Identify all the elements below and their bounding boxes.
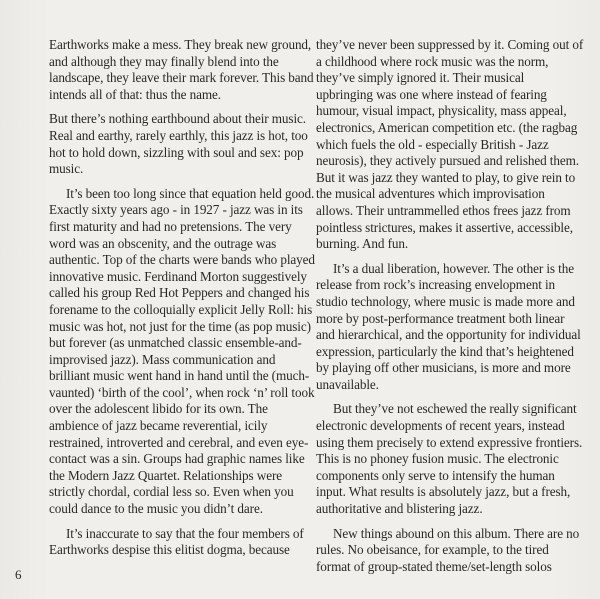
paragraph: New things abound on this album. There are no rules. No obeisance, for example, to the tired format of group-stated theme/set-length solos — [316, 525, 580, 574]
right-column — [316, 37, 584, 583]
left-column — [49, 37, 317, 567]
paragraph: Earthworks make a mess. They break new ground, and although they may finally blend into the landscape, they leave their mark forever. This band intends all of that: thus the name. — [49, 37, 314, 102]
paragraph: It’s inaccurate to say that the four members of Earthworks despise this elitist dogma, because — [49, 525, 304, 558]
paragraph: But there’s nothing earthbound about their music. Real and earthy, rarely earthly, this jazz is hot, too hot to hold down, sizzling with soul and sex: pop music. — [49, 111, 308, 177]
page-number: 6 — [15, 567, 22, 582]
paragraph: But they’ve not eschewed the really significant electronic developments of recent years, instead using them precisely to extend expressive frontiers. This is no phoney fusion music. The electronic components only serve to intensify the human input. What results is absolutely jazz, but a fresh, authoritative and blistering jazz. — [316, 401, 583, 517]
paragraph: they’ve never been suppressed by it. Coming out of a childhood where rock music was the norm, they’ve simply ignored it. Their musical upbringing was one where instead of fearing humour, visual impact, physicality, mass appeal, electronics, American competition etc. (the ragbag which fuels the old - especially British - Jazz neurosis), they actively pursued and relished them. But it was jazz they wanted to play, to give rein to the musical adventures which improvisation allows. Their untrammelled ethos frees jazz from pointless strictures, makes it assertive, accessible, burning. And fun. — [316, 37, 584, 252]
paragraph: It’s been too long since that equation held good. Exactly sixty years ago - in 1927 - jazz was in its first maturity and had no pretensions. The very word was an obscenity, and the outrage was authentic. Top of the charts were bands who played innovative music. Ferdinand Morton suggestively called his group Red Hot Peppers and changed his forename to the colloquially explicit Jelly Roll: his music was hot, not just for the time (as pop music) but forever (as unmatched classic ensemble-and-improvised jazz). Mass communication and brilliant music went hand in hand until the (much-vaunted) ‘birth of the cool’, when rock ‘n’ roll took over the adolescent libido for its own. The ambience of jazz became reverential, icily restrained, introverted and cerebral, and even eye-contact was a sin. Groups had graphic names like the Modern Jazz Quartet. Relationships were strictly chordal, cordial less so. Even when you could dance to the music you didn’t dare. — [49, 185, 315, 517]
paragraph: It’s a dual liberation, however. The other is the release from rock’s increasing envelopment in studio technology, where music is made more and more by post-performance treatment both linear and hierarchical, and the opportunity for individual expression, particularly the kind that’s heightened by playing off other musicians, is more and more unavailable. — [316, 260, 581, 392]
